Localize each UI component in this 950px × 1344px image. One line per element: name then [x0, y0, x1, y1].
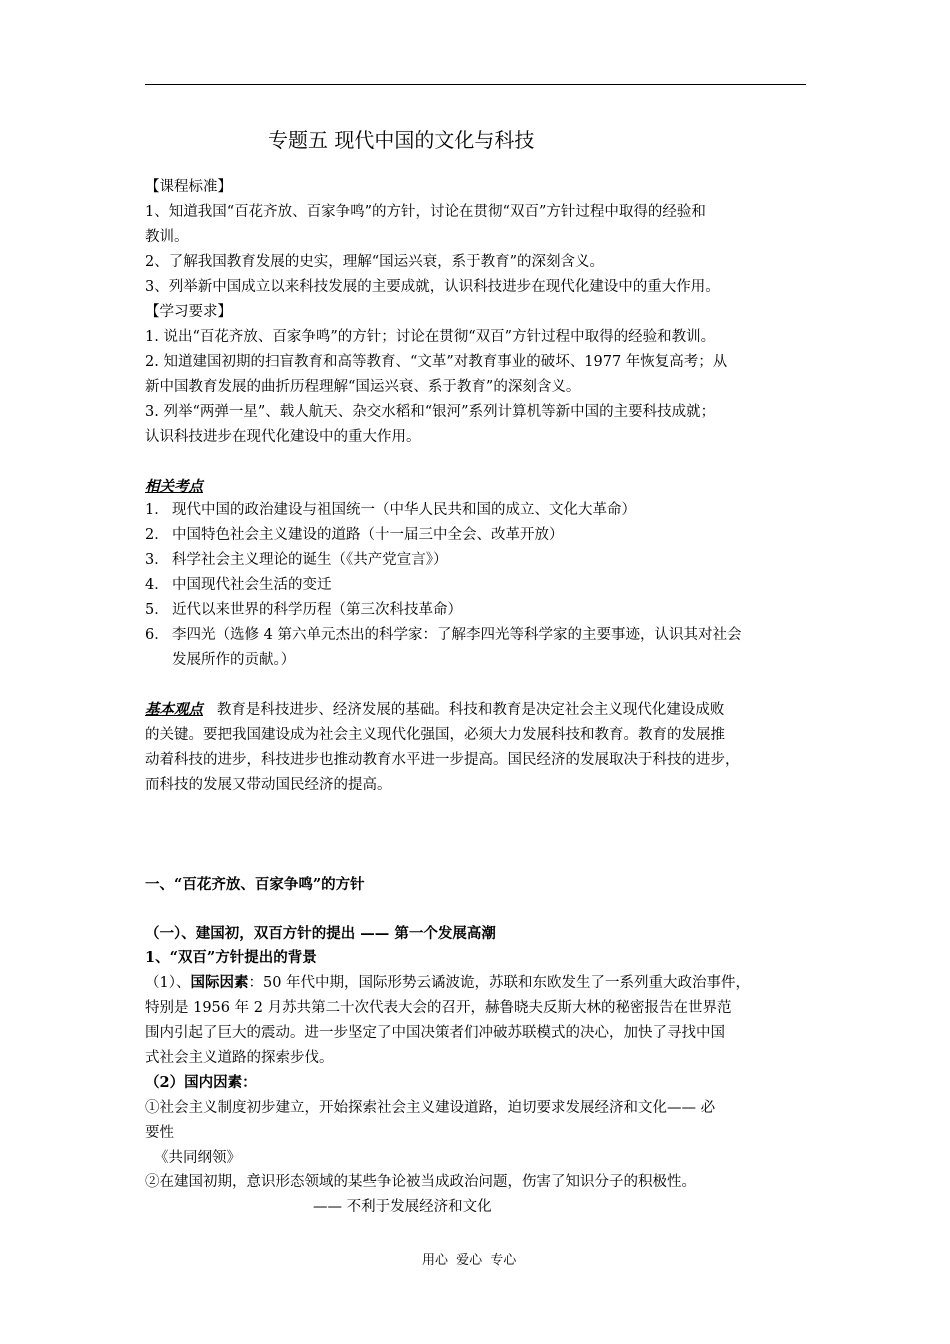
basic-view-line-4: 而科技的发展又带动国民经济的提高。 — [145, 777, 392, 793]
basic-view-line-2: 的关键。要把我国建设成为社会主义现代化强国，必须大力发展科技和教育。教育的发展推 — [145, 727, 725, 743]
related-point-item — [145, 525, 564, 545]
domestic-factor-1-cont: 要性 — [145, 1125, 174, 1141]
study-requirement-3-cont: 认识科技进步在现代化建设中的重大作用。 — [145, 429, 421, 445]
page-title: 专题五 现代中国的文化与科技 — [268, 128, 535, 152]
common-program: 《共同纲领》 — [154, 1150, 241, 1166]
related-point-item — [145, 600, 462, 620]
domestic-factor-2: ②在建国初期，意识形态领域的某些争论被当成政治问题，伤害了知识分子的积极性。 — [145, 1174, 696, 1190]
intl-prefix: （1）、 — [145, 975, 191, 991]
study-requirement-2: 2. 知道建国初期的扫盲教育和高等教育、“文革”对教育事业的破坏、1977 年恢复高考；从 — [145, 354, 728, 370]
header-rule — [145, 84, 806, 85]
study-requirements-heading: 【学习要求】 — [145, 304, 232, 320]
basic-view-text: 教育是科技进步、经济发展的基础。科技和教育是决定社会主义现代化建设成败 — [216, 702, 725, 718]
related-point-item-6-cont: 发展所作的贡献。） — [172, 652, 296, 668]
intl-label: 国际因素 — [190, 974, 249, 991]
list-number: 4． — [145, 577, 169, 593]
section-1-heading: 一、“百花齐放、百家争鸣”的方针 — [145, 876, 365, 893]
study-requirement-1: 1. 说出“百花齐放、百家争鸣”的方针；讨论在贯彻“双百”方针过程中取得的经验和教训。 — [145, 329, 716, 345]
list-text: 李四光（选修 4 第六单元杰出的科学家：了解李四光等科学家的主要事迹，认识其对社会 — [172, 627, 742, 643]
subsection-1-heading: （一）、建国初，双百方针的提出 —— 第一个发展高潮 — [145, 925, 496, 942]
international-factors-line-1 — [145, 973, 750, 993]
list-text: 中国现代社会生活的变迁 — [172, 577, 332, 593]
list-number: 1． — [145, 502, 169, 518]
domestic-factor-1: ①社会主义制度初步建立，开始探索社会主义建设道路，迫切要求发展经济和文化—— 必 — [145, 1100, 716, 1116]
page-footer: 用心 爱心 专心 — [422, 1253, 517, 1268]
basic-view-label: 基本观点 — [145, 701, 203, 718]
course-standard-item-1: 1、知道我国“百花齐放、百家争鸣”的方针，讨论在贯彻“双百”方针过程中取得的经验和 — [145, 204, 706, 220]
international-factors-line-3: 围内引起了巨大的震动。进一步坚定了中国决策者们冲破苏联模式的决心，加快了寻找中国 — [145, 1025, 725, 1041]
related-point-item — [145, 625, 741, 645]
basic-view-line-1 — [145, 700, 724, 720]
domestic-factors-heading: （2）国内因素： — [145, 1074, 257, 1091]
study-requirement-3: 3. 列举“两弹一星”、载人航天、杂交水稻和“银河”系列计算机等新中国的主要科技成就； — [145, 404, 716, 420]
basic-view-line-3: 动着科技的进步，科技进步也推动教育水平进一步提高。国民经济的发展取决于科技的进步， — [145, 752, 740, 768]
list-text: 近代以来世界的科学历程（第三次科技革命） — [172, 602, 462, 618]
related-point-item — [145, 575, 332, 595]
course-standard-item-3: 3、列举新中国成立以来科技发展的主要成就，认识科技进步在现代化建设中的重大作用。 — [145, 279, 720, 295]
course-standard-item-2: 2、了解我国教育发展的史实，理解“国运兴衰，系于教育”的深刻含义。 — [145, 254, 605, 270]
domestic-factor-2-cont: —— 不利于发展经济和文化 — [313, 1199, 492, 1215]
list-number: 3． — [145, 552, 169, 568]
list-number: 5． — [145, 602, 169, 618]
international-factors-line-4: 式社会主义道路的探索步伐。 — [145, 1050, 334, 1066]
related-points-heading: 相关考点 — [145, 478, 203, 495]
related-point-item — [145, 550, 448, 570]
list-text: 中国特色社会主义建设的道路（十一届三中全会、改革开放） — [172, 527, 564, 543]
study-requirement-2-cont: 新中国教育发展的曲折历程理解“国运兴衰、系于教育”的深刻含义。 — [145, 379, 581, 395]
related-point-item — [145, 500, 636, 520]
list-text: 科学社会主义理论的诞生（《共产党宣言》） — [172, 552, 448, 568]
intl-text: ：50 年代中期，国际形势云谲波诡，苏联和东欧发生了一系列重大政治事件， — [248, 975, 751, 991]
list-text: 现代中国的政治建设与祖国统一（中华人民共和国的成立、文化大革命） — [172, 502, 636, 518]
list-number: 6． — [145, 627, 169, 643]
course-standard-item-1-cont: 教训。 — [145, 229, 189, 245]
list-number: 2． — [145, 527, 169, 543]
international-factors-line-2: 特别是 1956 年 2 月苏共第二十次代表大会的召开，赫鲁晓夫反斯大林的秘密报告在世界范 — [145, 1000, 732, 1016]
course-standard-heading: 【课程标准】 — [145, 179, 232, 195]
subsection-1-1-heading: 1、“双百”方针提出的背景 — [145, 949, 317, 966]
